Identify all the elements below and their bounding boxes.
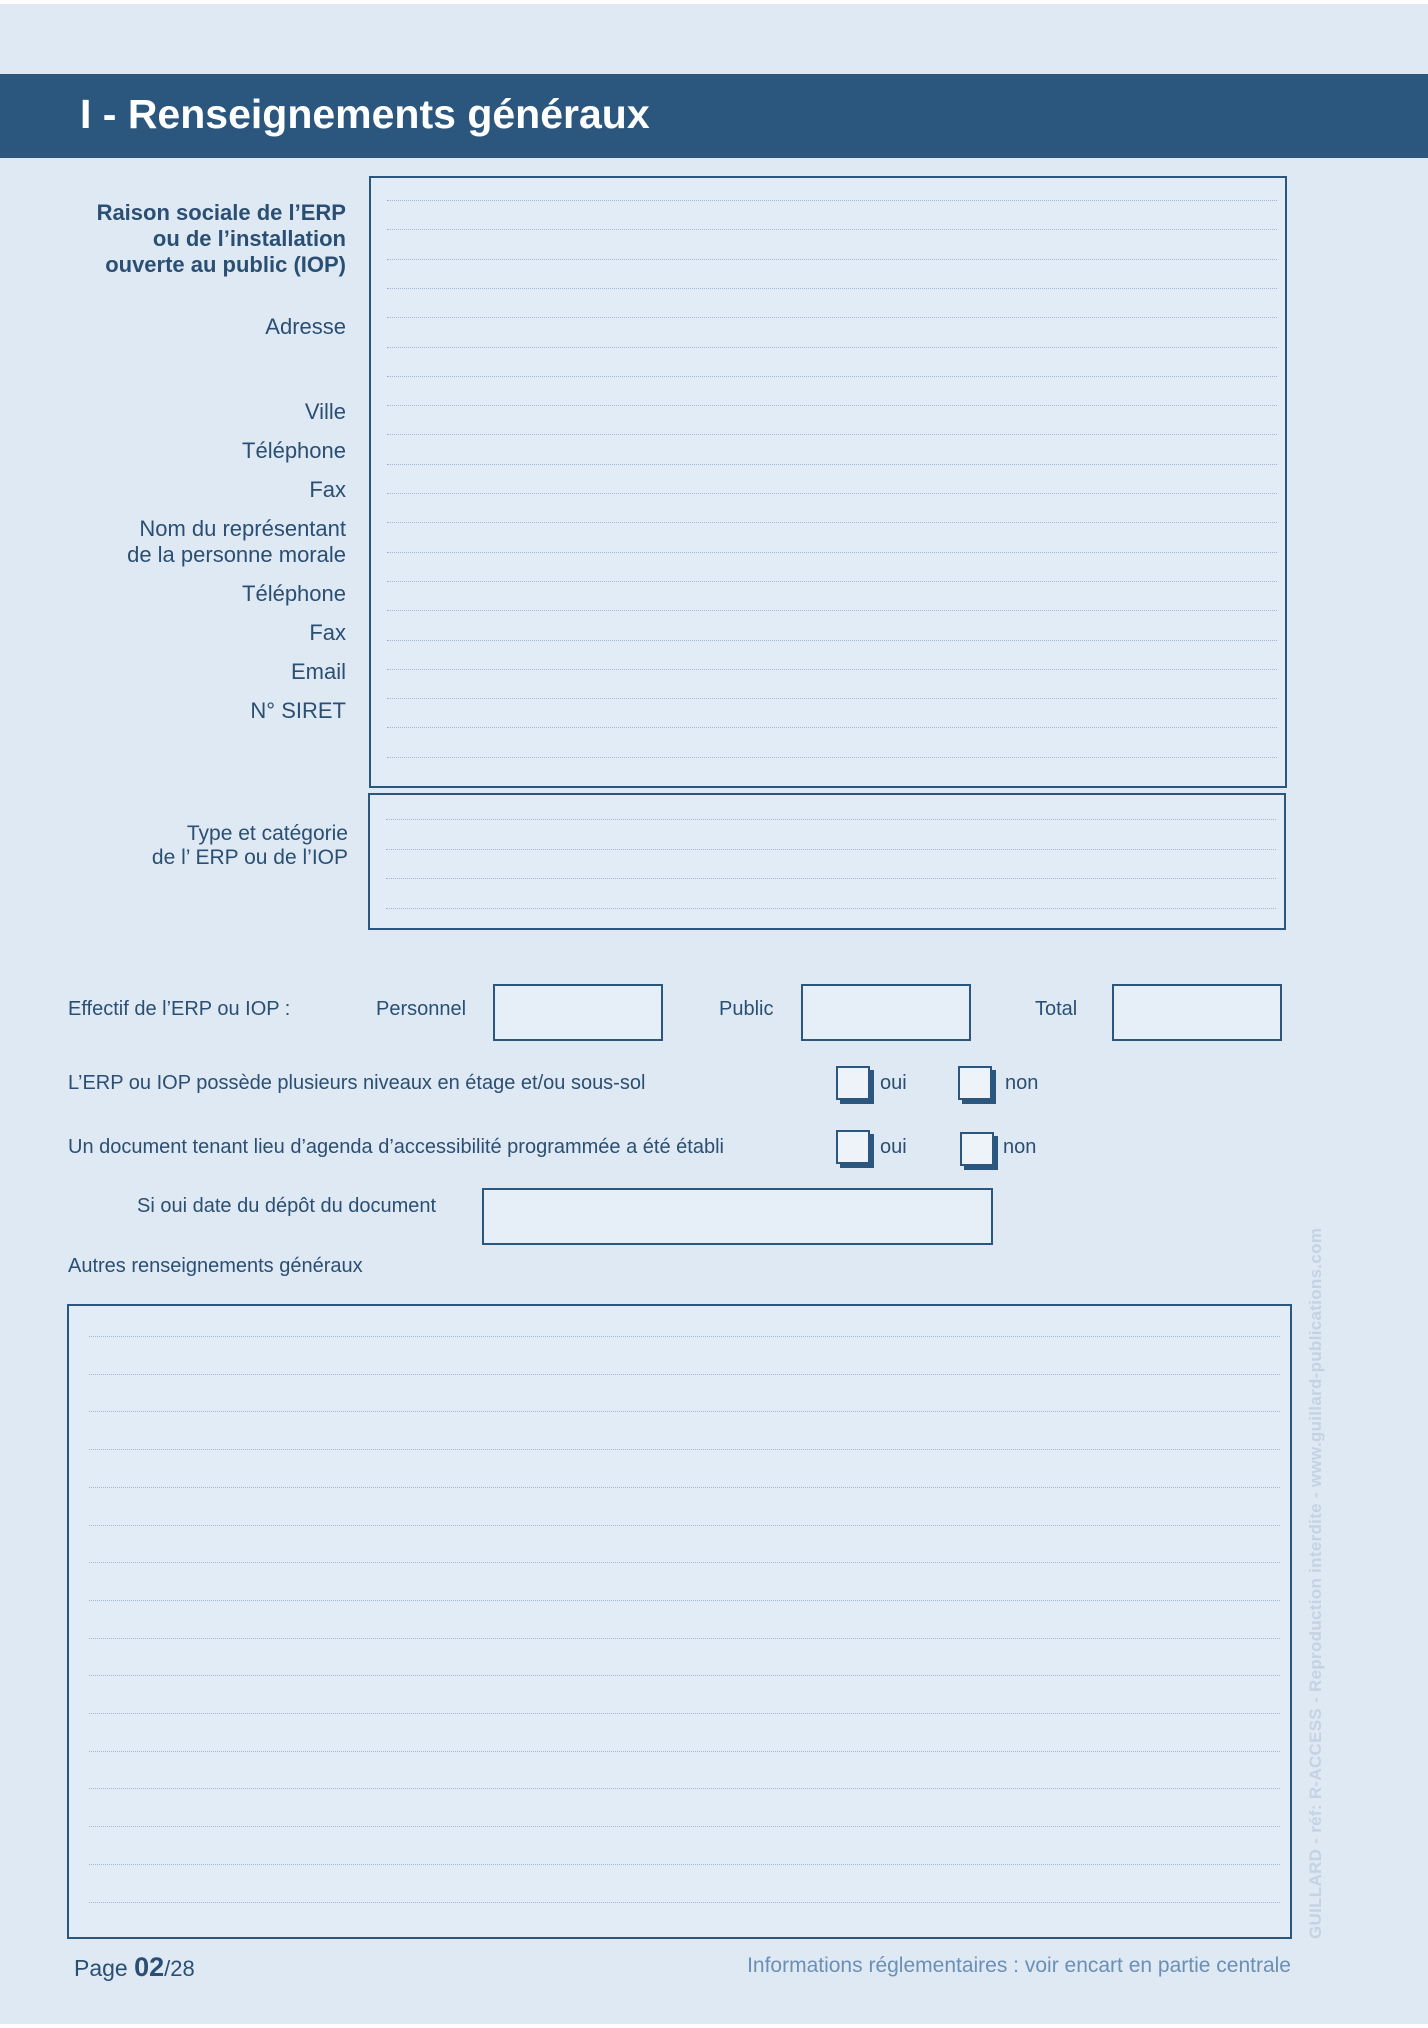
ruled-line bbox=[89, 1374, 1280, 1375]
ruled-line bbox=[89, 1751, 1280, 1752]
ruled-line bbox=[387, 464, 1277, 465]
ruled-line bbox=[89, 1525, 1280, 1526]
label-adresse: Adresse bbox=[265, 314, 346, 339]
label-nom-representant: Nom du représentant de la personne morale bbox=[127, 516, 346, 567]
ruled-line bbox=[387, 376, 1277, 377]
ruled-line bbox=[387, 288, 1277, 289]
public-input[interactable] bbox=[801, 984, 971, 1041]
ruled-line bbox=[387, 581, 1277, 582]
agenda-oui-checkbox[interactable] bbox=[836, 1130, 870, 1164]
ruled-line bbox=[89, 1788, 1280, 1789]
niveaux-non-label: non bbox=[1005, 1072, 1039, 1094]
agenda-non-label: non bbox=[1003, 1136, 1037, 1158]
question-niveaux: L’ERP ou IOP possède plusieurs niveaux en étage et/ou sous-sol bbox=[68, 1072, 646, 1094]
label-email: Email bbox=[290, 659, 346, 684]
ruled-line bbox=[89, 1675, 1280, 1676]
ruled-line bbox=[387, 493, 1277, 494]
ruled-line bbox=[387, 347, 1277, 348]
ruled-line bbox=[387, 229, 1277, 230]
ruled-line bbox=[387, 727, 1277, 728]
autres-text-area[interactable] bbox=[67, 1304, 1292, 1939]
label-total: Total bbox=[1035, 998, 1078, 1020]
ruled-line bbox=[387, 259, 1277, 260]
label-telephone: Téléphone bbox=[242, 438, 346, 463]
label-type-categorie: Type et catégorie de l’ ERP ou de l’IOP bbox=[151, 822, 348, 869]
label-fax-representant: Fax bbox=[309, 620, 346, 645]
ruled-line bbox=[387, 698, 1277, 699]
ruled-line bbox=[89, 1562, 1280, 1563]
label-personnel: Personnel bbox=[376, 998, 467, 1020]
ruled-line bbox=[386, 849, 1276, 850]
ruled-line bbox=[387, 405, 1277, 406]
ruled-line bbox=[387, 610, 1277, 611]
ruled-line bbox=[387, 317, 1277, 318]
ruled-line bbox=[387, 200, 1277, 201]
ruled-line bbox=[386, 878, 1276, 879]
niveaux-oui-checkbox[interactable] bbox=[836, 1066, 870, 1100]
ruled-line bbox=[387, 522, 1277, 523]
ruled-line bbox=[89, 1638, 1280, 1639]
footer-info: Informations réglementaires : voir encart en partie centrale bbox=[747, 1954, 1291, 1977]
agenda-non-checkbox[interactable] bbox=[960, 1132, 994, 1166]
question-agenda: Un document tenant lieu d’agenda d’accessibilité programmée a été établi bbox=[68, 1136, 724, 1158]
page-number: Page 02/28 bbox=[74, 1952, 195, 1982]
label-autres: Autres renseignements généraux bbox=[68, 1255, 363, 1277]
section-title: I - Renseignements généraux bbox=[80, 91, 650, 137]
niveaux-non-checkbox[interactable] bbox=[958, 1066, 992, 1100]
personnel-input[interactable] bbox=[493, 984, 663, 1041]
label-depot: Si oui date du dépôt du document bbox=[137, 1195, 437, 1217]
depot-date-input[interactable] bbox=[482, 1188, 993, 1245]
ruled-line bbox=[386, 908, 1276, 909]
identity-text-area[interactable] bbox=[369, 176, 1287, 788]
label-telephone-representant: Téléphone bbox=[242, 581, 346, 606]
ruled-line bbox=[89, 1902, 1280, 1903]
section-header bbox=[0, 74, 1428, 158]
ruled-line bbox=[387, 434, 1277, 435]
label-siret: N° SIRET bbox=[250, 698, 346, 723]
ruled-line bbox=[387, 640, 1277, 641]
ruled-line bbox=[387, 669, 1277, 670]
ruled-line bbox=[89, 1411, 1280, 1412]
niveaux-oui-label: oui bbox=[880, 1072, 907, 1094]
label-raison-sociale: Raison sociale de l’ERP ou de l’installation ouverte au public (IOP) bbox=[96, 200, 346, 277]
ruled-line bbox=[386, 819, 1276, 820]
label-fax: Fax bbox=[309, 477, 346, 502]
ruled-line bbox=[387, 552, 1277, 553]
ruled-line bbox=[89, 1336, 1280, 1337]
copyright-watermark: GUILLARD - réf: R-ACCESS - Reproduction interdite - www.guillard-publications.com bbox=[1306, 1227, 1325, 1939]
ruled-line bbox=[89, 1864, 1280, 1865]
ruled-line bbox=[89, 1600, 1280, 1601]
form-page bbox=[0, 4, 1428, 2024]
total-input[interactable] bbox=[1112, 984, 1282, 1041]
label-effectif: Effectif de l’ERP ou IOP : bbox=[68, 998, 291, 1020]
ruled-line bbox=[89, 1449, 1280, 1450]
label-ville: Ville bbox=[304, 399, 346, 424]
agenda-oui-label: oui bbox=[880, 1136, 907, 1158]
ruled-line bbox=[89, 1826, 1280, 1827]
ruled-line bbox=[89, 1713, 1280, 1714]
ruled-line bbox=[387, 757, 1277, 758]
ruled-line bbox=[89, 1487, 1280, 1488]
label-public: Public bbox=[719, 998, 774, 1020]
type-categorie-text-area[interactable] bbox=[368, 793, 1286, 930]
